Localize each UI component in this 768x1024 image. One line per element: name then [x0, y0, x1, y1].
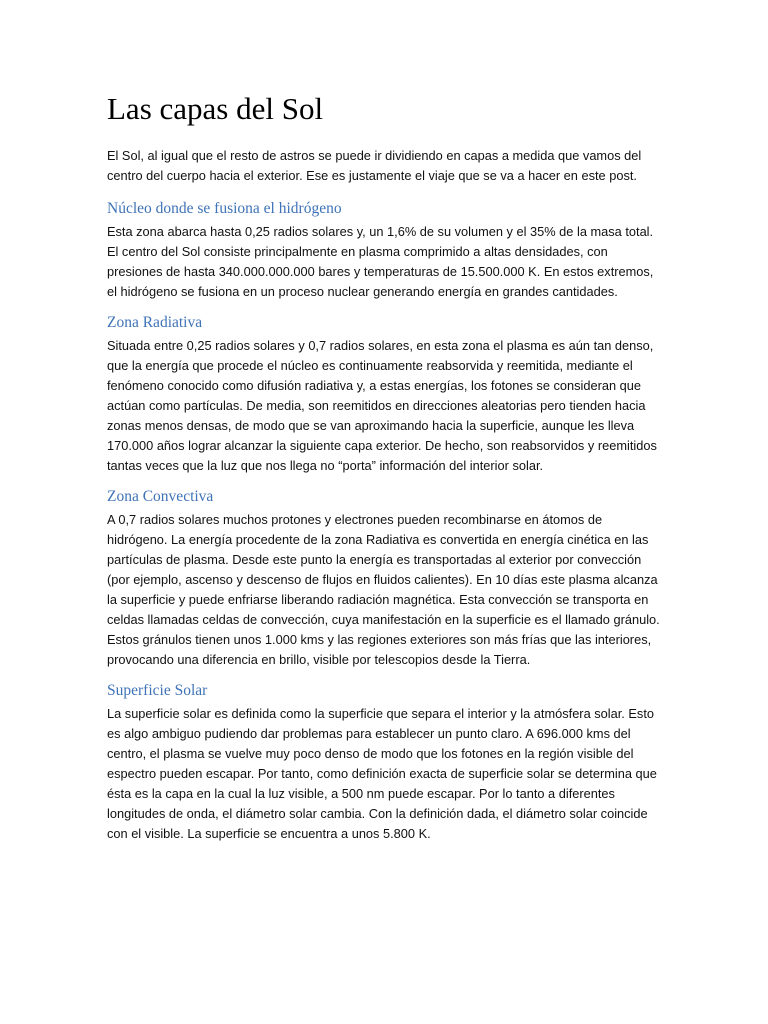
- intro-paragraph: El Sol, al igual que el resto de astros se puede ir dividiendo en capas a medida que vamos del centro del cuerpo hacia el exterior. Ese es justamente el viaje que se va a hacer en este post.: [107, 148, 642, 183]
- section-heading-zona-radiativa: Zona Radiativa: [107, 314, 203, 331]
- section-text-nucleo: Esta zona abarca hasta 0,25 radios solares y, un 1,6% de su volumen y el 35% de la masa total. El centro del Sol consiste principalmente en plasma comprimido a altas densidades, con presiones de hasta 340.000.000.000 bares y temperaturas de 15.500.000 K. En estos extremos, el hidrógeno se fusiona en un proceso nuclear generando energía en grandes cantidades.: [107, 224, 654, 299]
- section-heading-zona-convectiva: Zona Convectiva: [107, 488, 214, 505]
- section-heading-nucleo: Núcleo donde se fusiona el hidrógeno: [107, 200, 342, 217]
- document-content: [107, 90, 663, 847]
- document-title: Las capas del Sol: [107, 91, 324, 126]
- section-text-superficie-solar: La superficie solar es definida como la superficie que separa el interior y la atmósfera solar. Esto es algo ambiguo pudiendo dar problemas para establecer un punto claro. A 696.000 kms del centro, el plasma se vuelve muy poco denso de modo que los fotones en la región visible del espectro pueden escapar. Por tanto, como definición exacta de superficie solar se determina que ésta es la capa en la cual la luz visible, a 500 nm puede escapar. Por lo tanto a diferentes longitudes de onda, el diámetro solar cambia. Con la definición dada, el diámetro solar coincide con el visible. La superficie se encuentra a unos 5.800 K.: [107, 706, 657, 841]
- section-text-zona-convectiva: A 0,7 radios solares muchos protones y electrones pueden recombinarse en átomos de hidrógeno. La energía procedente de la zona Radiativa es convertida en energía cinética en las partículas de plasma. Desde este punto la energía es transportadas al exterior por convección (por ejemplo, ascenso y descenso de flujos en fluidos calientes). En 10 días este plasma alcanza la superficie y puede enfriarse liberando radiación magnética. Esta convección se transporta en celdas llamadas celdas de convección, cuya manifestación en la superficie es el llamado gránulo. Estos gránulos tienen unos 1.000 kms y las regiones exteriores son más frías que las interiores, provocando una diferencia en brillo, visible por telescopios desde la Tierra.: [107, 512, 660, 667]
- section-text-zona-radiativa: Situada entre 0,25 radios solares y 0,7 radios solares, en esta zona el plasma es aún tan denso, que la energía que procede el núcleo es continuamente reabsorvida y reemitida, mediante el fenómeno conocido como difusión radiativa y, a estas energías, los fotones se consideran que actúan como partículas. De media, son reemitidos en direcciones aleatorias pero tienden hacia zonas menos densas, de modo que se van aproximando hacia la superficie, aunque les lleva 170.000 años lograr alcanzar la siguiente capa exterior. De hecho, son reabsorvidos y reemitidos tantas veces que la luz que nos llega no “porta” información del interior solar.: [107, 338, 657, 473]
- section-heading-superficie-solar: Superficie Solar: [107, 682, 208, 699]
